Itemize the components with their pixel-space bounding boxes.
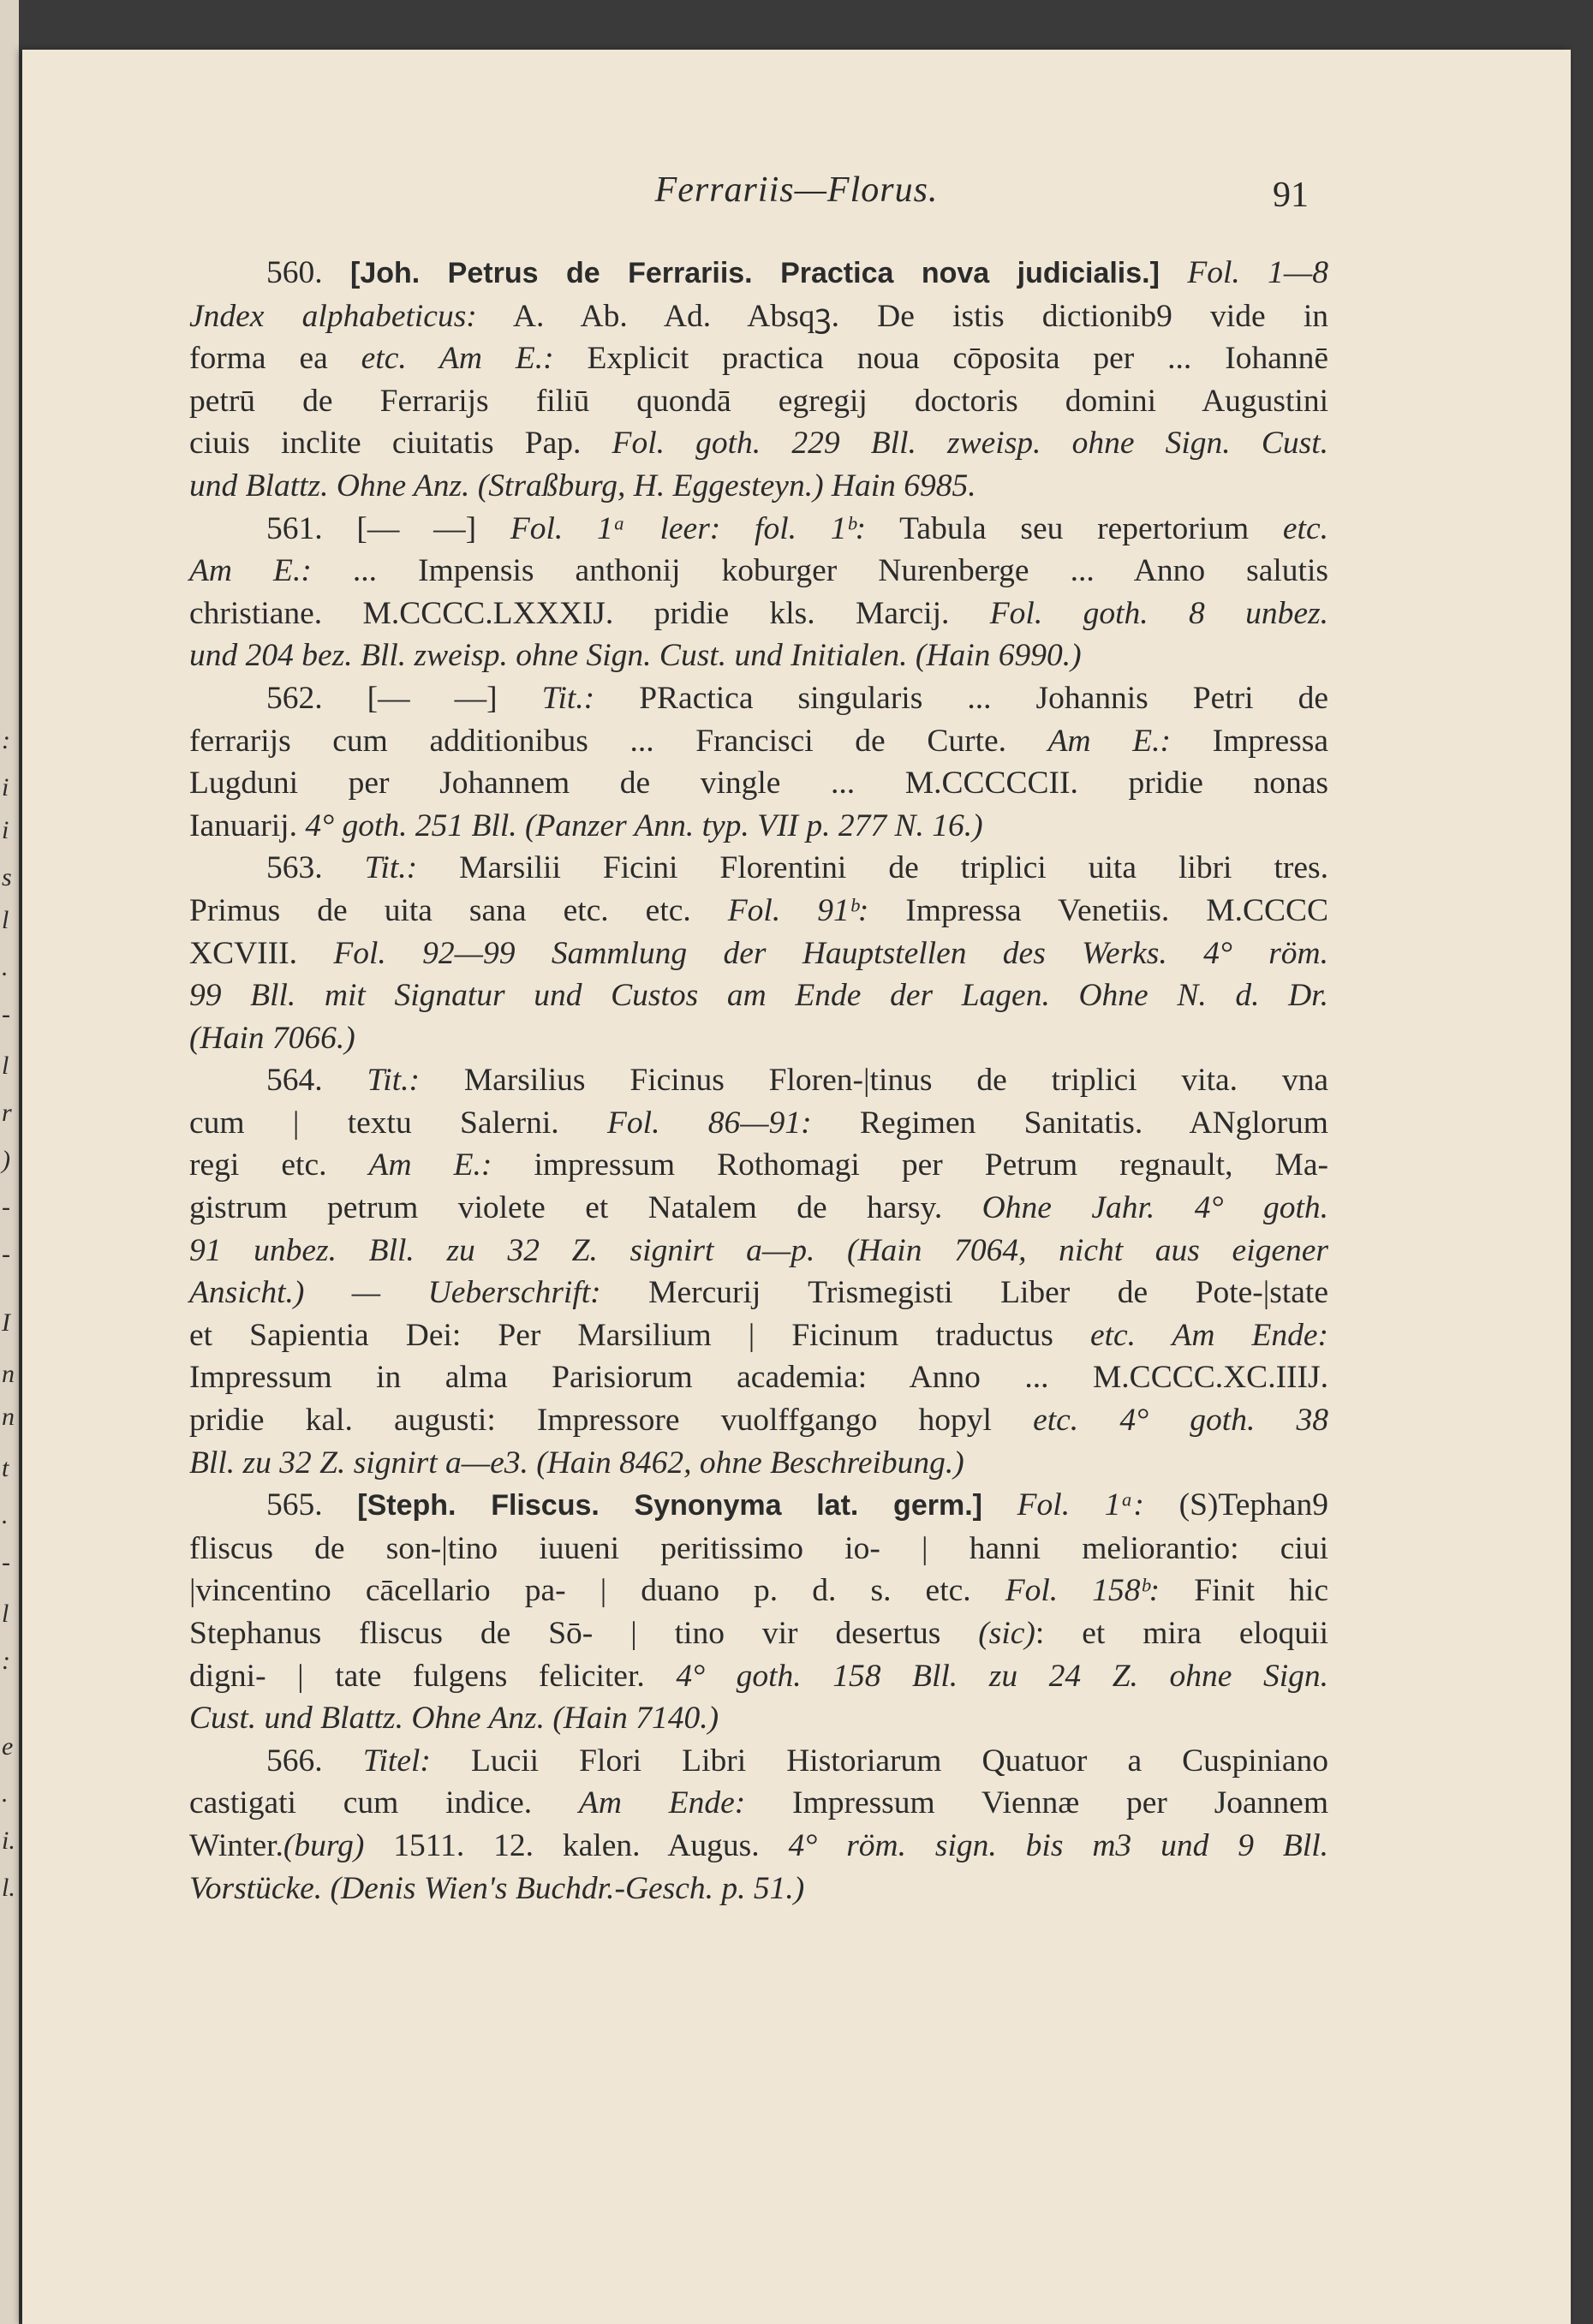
- catalogue-entry-563: [189, 847, 1328, 1059]
- text-segment: pridie kal. augusti: Impressore vuolffgango hopyl: [189, 1403, 1034, 1439]
- adjacent-page-char: i: [2, 773, 9, 801]
- text-segment: Marsilius Ficinus Floren-|tinus de triplici vita. vna: [419, 1063, 1328, 1099]
- text-segment: 99 Bll. mit Signatur und Custos am Ende der Lagen. Ohne N. d. Dr.: [189, 978, 1328, 1014]
- text-line: [189, 1868, 1328, 1910]
- text-segment: und 204 bez. Bll. zweisp. ohne Sign. Cust. und Initialen. (Hain 6990.): [189, 638, 1082, 674]
- text-segment: (sic): [978, 1616, 1035, 1651]
- text-segment: fliscus de son-|tino iuueni peritissimo io- | hanni meliorantio: ciui: [189, 1530, 1328, 1566]
- text-segment: (burg): [283, 1827, 365, 1863]
- text-line: [189, 1570, 1328, 1612]
- text-segment: Am E.:: [189, 553, 312, 589]
- text-line: [189, 974, 1328, 1017]
- text-segment: Ianuarij.: [189, 807, 306, 843]
- text-segment: ciuis inclite ciuitatis Pap.: [189, 426, 612, 462]
- text-segment: forma ea: [189, 341, 361, 377]
- text-segment: Mercurij Trismegisti Liber de Pote-|state: [600, 1275, 1328, 1311]
- text-segment: Marsilii Ficini Florentini de triplici uita libri tres.: [417, 850, 1329, 886]
- text-segment: Jndex alphabeticus:: [189, 298, 477, 334]
- text-segment: impressum Rothomagi per Petrum regnault, Ma-: [492, 1147, 1328, 1183]
- text-line: [189, 1484, 1328, 1528]
- text-line: [189, 1187, 1328, 1230]
- adjacent-page-char: l: [2, 906, 9, 934]
- text-segment: castigati cum indice.: [189, 1785, 579, 1821]
- text-segment: Impressum in alma Parisiorum academia: Anno ... M.CCCC.XC.IIIJ.: [189, 1360, 1328, 1396]
- text-segment: Tabula seu repertorium: [866, 510, 1283, 546]
- text-line: [189, 1272, 1328, 1314]
- text-segment: Tit.:: [364, 850, 418, 886]
- text-line: [189, 847, 1328, 890]
- text-segment: etc. Am E.:: [361, 341, 554, 377]
- adjacent-page-char: i.: [2, 1826, 15, 1855]
- adjacent-page-char: -: [2, 1193, 10, 1221]
- text-line: [189, 593, 1328, 635]
- text-segment: 563.: [266, 850, 365, 886]
- text-segment: 4° röm. sign. bis m3 und 9 Bll.: [788, 1827, 1328, 1863]
- adjacent-page-char: l: [2, 1052, 9, 1080]
- text-segment: Primus de uita sana etc. etc.: [189, 892, 728, 928]
- text-line: [189, 295, 1328, 338]
- adjacent-page-char: :: [2, 1647, 10, 1675]
- adjacent-page-char: l.: [2, 1874, 15, 1902]
- text-line: [189, 550, 1328, 593]
- text-segment: Am E.:: [368, 1147, 492, 1183]
- text-line: [189, 465, 1328, 508]
- text-body: [189, 252, 1328, 1910]
- text-segment: 566.: [266, 1743, 363, 1779]
- text-line: [189, 422, 1328, 465]
- text-segment: Cust. und Blattz. Ohne Anz. (Hain 7140.): [189, 1701, 719, 1737]
- text-line: [189, 762, 1328, 805]
- text-line: [189, 1399, 1328, 1442]
- text-segment: Winter.: [189, 1827, 283, 1863]
- text-segment: (S)Tephan9: [1143, 1487, 1328, 1523]
- adjacent-page-char: t: [2, 1454, 9, 1482]
- text-line: [189, 720, 1328, 763]
- catalogue-entry-562: [189, 677, 1328, 847]
- text-segment: 564.: [266, 1063, 367, 1099]
- text-line: [189, 1782, 1328, 1825]
- text-segment: 1511. 12. kalen. Augus.: [364, 1827, 789, 1863]
- text-segment: Bll. zu 32 Z. signirt a—e3. (Hain 8462, ohne Beschreibung.): [189, 1445, 964, 1481]
- adjacent-page-char: :: [2, 726, 10, 754]
- text-line: [189, 677, 1328, 720]
- text-segment: : et mira eloquii: [1035, 1616, 1329, 1651]
- text-segment: Impressum Viennæ per Joannem: [745, 1785, 1328, 1821]
- catalogue-entry-566: [189, 1740, 1328, 1910]
- adjacent-page-text: [0, 0, 19, 2324]
- text-segment: Explicit practica noua cōposita per ... Iohannē: [553, 341, 1328, 377]
- text-segment: Vorstücke. (Denis Wien's Buchdr.-Gesch. p. 51.): [189, 1870, 805, 1906]
- text-line: [189, 1356, 1328, 1399]
- text-segment: et Sapientia Dei: Per Marsilium | Ficinum traductus: [189, 1317, 1090, 1353]
- text-segment: Fol. 86—91:: [607, 1105, 812, 1141]
- text-segment: digni- | tate fulgens feliciter.: [189, 1658, 677, 1694]
- text-line: [189, 380, 1328, 423]
- text-segment: PRactica singularis ... Johannis Petri de: [594, 680, 1328, 716]
- adjacent-page-char: s: [2, 863, 12, 891]
- book-page: [22, 50, 1571, 2324]
- text-segment: Fol. 92—99 Sammlung der Hauptstellen des Werks. 4° röm.: [333, 935, 1328, 971]
- adjacent-page-char: n: [2, 1360, 15, 1388]
- text-line: [189, 1740, 1328, 1783]
- text-segment: XCVIII.: [189, 935, 334, 971]
- text-segment: und Blattz. Ohne Anz. (Straßburg, H. Eggesteyn.) Hain 6985.: [189, 468, 976, 504]
- text-line: [189, 933, 1328, 975]
- adjacent-page-char: e: [2, 1732, 14, 1761]
- adjacent-page-char: ): [2, 1146, 10, 1174]
- text-segment: Fol. 1—8: [1187, 255, 1329, 290]
- text-line: [189, 1528, 1328, 1570]
- text-segment: etc. Am Ende:: [1089, 1317, 1329, 1353]
- text-line: [189, 252, 1328, 295]
- text-line: [189, 1655, 1328, 1698]
- text-segment: cum | textu Salerni.: [189, 1105, 607, 1141]
- text-segment: Am E.:: [1047, 723, 1171, 759]
- text-segment: Fol. 91ᵇ:: [727, 892, 869, 928]
- text-segment: Fol. 1ᵃ:: [1017, 1487, 1144, 1523]
- text-segment: Am Ende:: [578, 1785, 746, 1821]
- text-segment: Finit hic: [1160, 1573, 1328, 1609]
- catalogue-entry-565: [189, 1484, 1328, 1740]
- text-segment: etc.: [1282, 510, 1328, 546]
- adjacent-page-char: n: [2, 1403, 15, 1431]
- entry-heading: [Joh. Petrus de Ferrariis. Practica nova judicialis.]: [350, 257, 1160, 289]
- adjacent-page-char: -: [2, 1548, 10, 1576]
- text-segment: Impressa: [1171, 723, 1328, 759]
- text-segment: 4° goth. 251 Bll. (Panzer Ann. typ. VII p. 277 N. 16.): [305, 807, 983, 843]
- text-line: [189, 1442, 1328, 1485]
- entry-heading: [Steph. Fliscus. Synonyma lat. germ.]: [357, 1489, 982, 1523]
- text-segment: ferrarijs cum additionibus ... Francisci de Curte.: [189, 723, 1048, 759]
- text-segment: Ohne Jahr. 4° goth.: [981, 1190, 1328, 1226]
- text-segment: regi etc.: [189, 1147, 369, 1183]
- page-number: 91: [1273, 176, 1309, 215]
- text-segment: 561. [— —]: [266, 510, 510, 546]
- text-line: [189, 805, 1328, 848]
- adjacent-page-char: l: [2, 1600, 9, 1628]
- text-segment: gistrum petrum violete et Natalem de harsy.: [189, 1190, 982, 1226]
- adjacent-page-char: .: [2, 953, 9, 981]
- text-segment: 562. [— —]: [266, 680, 542, 716]
- text-line: [189, 890, 1328, 933]
- adjacent-page-char: .: [2, 1779, 9, 1808]
- adjacent-page-char: i: [2, 816, 9, 844]
- text-line: [189, 1144, 1328, 1187]
- text-segment: Impressa Venetiis. M.CCCC: [868, 892, 1328, 928]
- text-line: [189, 1612, 1328, 1655]
- text-segment: Tit.:: [367, 1063, 420, 1099]
- adjacent-page-char: -: [2, 1240, 10, 1268]
- text-segment: Tit.:: [541, 680, 595, 716]
- text-line: [189, 337, 1328, 380]
- text-segment: Fol. goth. 229 Bll. zweisp. ohne Sign. Cust.: [612, 426, 1328, 462]
- adjacent-page-char: -: [2, 1000, 10, 1028]
- text-segment: Titel:: [362, 1743, 431, 1779]
- text-segment: petrū de Ferrarijs filiū quondā egregij doctoris domini Augustini: [189, 383, 1328, 419]
- text-line: [189, 1230, 1328, 1272]
- text-segment: Ansicht.) — Ueberschrift:: [189, 1275, 601, 1311]
- adjacent-page-char: .: [2, 1501, 9, 1529]
- text-line: [189, 1102, 1328, 1145]
- text-segment: 4° goth. 158 Bll. zu 24 Z. ohne Sign.: [676, 1658, 1328, 1694]
- text-segment: A. Ab. Ad. Absqꝫ. De istis dictionib9 vide in: [476, 298, 1328, 334]
- text-segment: Fol. 1ᵃ leer: fol. 1ᵇ:: [510, 510, 867, 546]
- text-segment: ... Impensis anthonij koburger Nurenberge ... Anno salutis: [311, 553, 1328, 589]
- text-line: [189, 1017, 1328, 1060]
- catalogue-entry-564: [189, 1059, 1328, 1484]
- text-line: [189, 635, 1328, 677]
- catalogue-entry-560: [189, 252, 1328, 508]
- running-head: Ferrariis—Florus.: [654, 170, 939, 210]
- adjacent-page-char: I: [2, 1308, 10, 1337]
- adjacent-page-char: r: [2, 1099, 12, 1127]
- text-segment: Lucii Flori Libri Historiarum Quatuor a Cuspiniano: [430, 1743, 1329, 1779]
- text-segment: etc. 4° goth. 38: [1033, 1403, 1328, 1439]
- text-segment: Regimen Sanitatis. ANglorum: [811, 1105, 1328, 1141]
- text-line: [189, 1825, 1328, 1868]
- text-segment: |vincentino cācellario pa- | duano p. d. s. etc.: [189, 1573, 1005, 1609]
- text-segment: Fol. goth. 8 unbez.: [989, 595, 1328, 631]
- text-line: [189, 1059, 1328, 1102]
- text-segment: (Hain 7066.): [189, 1020, 355, 1056]
- text-segment: christiane. M.CCCC.LXXXIJ. pridie kls. Marcij.: [189, 595, 990, 631]
- text-segment: [982, 1487, 1017, 1523]
- text-line: [189, 1697, 1328, 1740]
- catalogue-entry-561: [189, 508, 1328, 677]
- text-segment: Lugduni per Johannem de vingle ... M.CCCCCII. pridie nonas: [189, 766, 1328, 801]
- text-segment: [1160, 255, 1187, 290]
- text-segment: Stephanus fliscus de Sō- | tino vir desertus: [189, 1616, 979, 1651]
- text-segment: Fol. 158ᵇ:: [1005, 1573, 1160, 1609]
- text-line: [189, 1314, 1328, 1357]
- text-segment: 560.: [266, 255, 351, 290]
- text-segment: 91 unbez. Bll. zu 32 Z. signirt a—p. (Hain 7064, nicht aus eigener: [189, 1232, 1328, 1268]
- text-line: [189, 508, 1328, 551]
- text-segment: 565.: [266, 1487, 358, 1523]
